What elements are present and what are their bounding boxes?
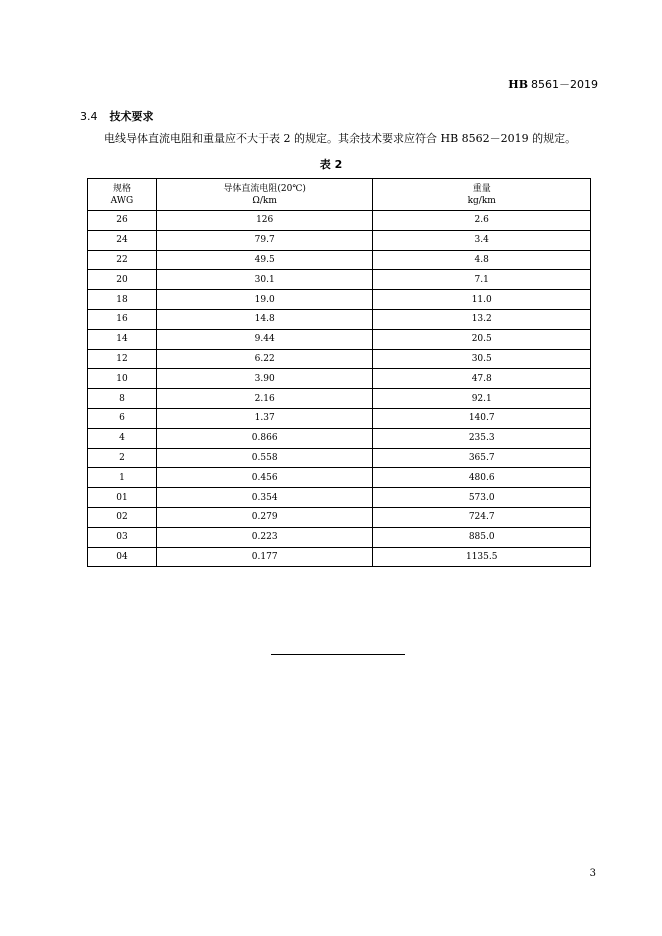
cell-awg: 24	[88, 230, 157, 250]
cell-weight: 7.1	[373, 270, 591, 290]
header-weight	[373, 179, 591, 211]
cell-awg: 20	[88, 270, 157, 290]
document-code	[508, 76, 598, 92]
table-row	[88, 270, 591, 290]
page-number: 3	[589, 868, 596, 879]
document-code-prefix: HB	[508, 78, 528, 91]
table-row	[88, 309, 591, 329]
table-row	[88, 290, 591, 310]
table-body	[88, 211, 591, 567]
header-resistance-line1: 导体直流电阻(20℃)	[223, 183, 306, 194]
cell-awg: 4	[88, 428, 157, 448]
cell-awg: 02	[88, 507, 157, 527]
cell-weight: 47.8	[373, 369, 591, 389]
cell-resistance: 30.1	[156, 270, 373, 290]
cell-weight: 140.7	[373, 408, 591, 428]
cell-resistance: 49.5	[156, 250, 373, 270]
table-row	[88, 468, 591, 488]
header-weight-line2: kg/km	[467, 195, 496, 206]
cell-awg: 01	[88, 488, 157, 508]
cell-resistance: 126	[156, 211, 373, 231]
cell-resistance: 0.223	[156, 527, 373, 547]
header-weight-line1: 重量	[472, 183, 491, 194]
cell-awg: 22	[88, 250, 157, 270]
section-title: 技术要求	[109, 110, 154, 123]
end-rule	[271, 654, 405, 655]
table-row	[88, 389, 591, 409]
requirement-paragraph: 电线导体直流电阻和重量应不大于表 2 的规定。其余技术要求应符合 HB 8562－2019 的规定。	[104, 132, 577, 145]
cell-awg: 04	[88, 547, 157, 567]
table-row	[88, 507, 591, 527]
cell-resistance: 1.37	[156, 408, 373, 428]
header-awg-line2: AWG	[110, 195, 134, 206]
table-row	[88, 547, 591, 567]
cell-weight: 20.5	[373, 329, 591, 349]
cell-resistance: 0.279	[156, 507, 373, 527]
table-row	[88, 250, 591, 270]
cell-weight: 235.3	[373, 428, 591, 448]
specification-table	[87, 178, 591, 567]
cell-awg: 26	[88, 211, 157, 231]
header-awg-line1: 规格	[112, 183, 131, 194]
table-row	[88, 211, 591, 231]
cell-awg: 8	[88, 389, 157, 409]
cell-weight: 885.0	[373, 527, 591, 547]
cell-resistance: 79.7	[156, 230, 373, 250]
cell-awg: 18	[88, 290, 157, 310]
cell-weight: 11.0	[373, 290, 591, 310]
cell-weight: 92.1	[373, 389, 591, 409]
cell-weight: 30.5	[373, 349, 591, 369]
cell-resistance: 6.22	[156, 349, 373, 369]
table-row	[88, 527, 591, 547]
header-resistance	[156, 179, 373, 211]
cell-awg: 10	[88, 369, 157, 389]
table-row	[88, 488, 591, 508]
cell-weight: 573.0	[373, 488, 591, 508]
cell-weight: 724.7	[373, 507, 591, 527]
cell-awg: 2	[88, 448, 157, 468]
cell-weight: 1135.5	[373, 547, 591, 567]
cell-resistance: 0.354	[156, 488, 373, 508]
table-row	[88, 230, 591, 250]
table-row	[88, 369, 591, 389]
table-row	[88, 349, 591, 369]
cell-awg: 12	[88, 349, 157, 369]
table-header-row	[88, 179, 591, 211]
cell-weight: 480.6	[373, 468, 591, 488]
section-heading	[80, 108, 154, 124]
cell-awg: 6	[88, 408, 157, 428]
cell-resistance: 0.866	[156, 428, 373, 448]
cell-resistance: 0.177	[156, 547, 373, 567]
document-code-number: 8561－2019	[531, 78, 598, 91]
cell-weight: 365.7	[373, 448, 591, 468]
cell-resistance: 3.90	[156, 369, 373, 389]
table-row	[88, 428, 591, 448]
cell-resistance: 14.8	[156, 309, 373, 329]
cell-weight: 3.4	[373, 230, 591, 250]
table-row	[88, 329, 591, 349]
cell-resistance: 0.558	[156, 448, 373, 468]
cell-resistance: 19.0	[156, 290, 373, 310]
header-resistance-line2: Ω/km	[252, 195, 277, 206]
cell-awg: 14	[88, 329, 157, 349]
cell-weight: 13.2	[373, 309, 591, 329]
header-awg	[88, 179, 157, 211]
cell-awg: 03	[88, 527, 157, 547]
cell-resistance: 2.16	[156, 389, 373, 409]
table-caption: 表 2	[319, 158, 343, 171]
table-row	[88, 448, 591, 468]
cell-awg: 1	[88, 468, 157, 488]
section-number: 3.4	[80, 110, 98, 123]
cell-awg: 16	[88, 309, 157, 329]
cell-weight: 2.6	[373, 211, 591, 231]
table-row	[88, 408, 591, 428]
cell-resistance: 9.44	[156, 329, 373, 349]
cell-resistance: 0.456	[156, 468, 373, 488]
cell-weight: 4.8	[373, 250, 591, 270]
